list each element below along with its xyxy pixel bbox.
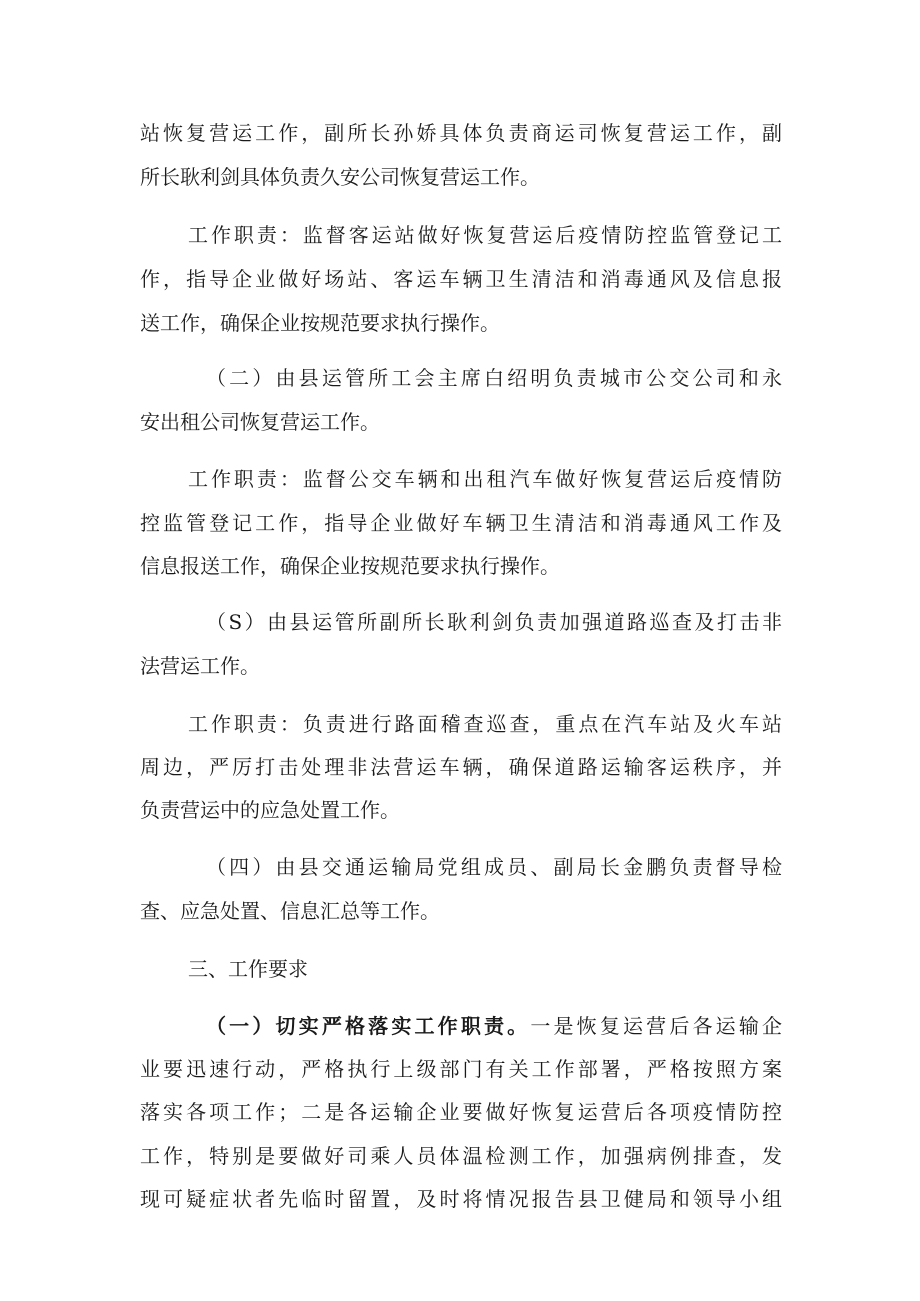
paragraph-line: 安出租公司恢复营运工作。 bbox=[140, 410, 380, 434]
section-heading: 三、工作要求 bbox=[188, 957, 308, 981]
paragraph-line: 送工作，确保企业按规范要求执行操作。 bbox=[140, 311, 500, 335]
paragraph-line: 所长耿利剑具体负责久安公司恢复营运工作。 bbox=[140, 165, 540, 189]
paragraph-line: 控监管登记工作，指导企业做好车辆卫生清洁和消毒通风工作及 bbox=[140, 511, 782, 535]
paragraph-line: 查、应急处置、信息汇总等工作。 bbox=[140, 899, 440, 923]
paragraph-line: 作，指导企业做好场站、客运车辆卫生清洁和消毒通风及信息报 bbox=[140, 267, 782, 291]
paragraph-line: （四）由县交通运输局党组成员、副局长金鹏负责督导检 bbox=[206, 855, 782, 879]
paragraph-line: （二）由县运管所工会主席白绍明负责城市公交公司和永 bbox=[206, 366, 782, 390]
paragraph-line: 信息报送工作，确保企业按规范要求执行操作。 bbox=[140, 554, 560, 578]
paragraph-line: （S）由县运管所副所长耿利剑负责加强道路巡查及打击非 bbox=[206, 610, 782, 634]
paragraph-line: 落实各项工作；二是各运输企业要做好恢复运营后各项疫情防控 bbox=[140, 1100, 782, 1124]
paragraph-line: 工作，特别是要做好司乘人员体温检测工作，加强病例排查，发 bbox=[140, 1144, 782, 1168]
paragraph-line: 站恢复营运工作，副所长孙娇具体负责商运司恢复营运工作，副 bbox=[140, 121, 782, 145]
paragraph-line: 负责营运中的应急处置工作。 bbox=[140, 798, 400, 822]
paragraph-line: 现可疑症状者先临时留置，及时将情况报告县卫健局和领导小组 bbox=[140, 1187, 782, 1211]
paragraph-line-rest: 一是恢复运营后各运输企 bbox=[530, 1014, 782, 1038]
paragraph-line: 业要迅速行动，严格执行上级部门有关工作部署，严格按照方案 bbox=[140, 1057, 782, 1081]
paragraph-line: 工作职责：负责进行路面稽查巡查，重点在汽车站及火车站 bbox=[188, 712, 782, 736]
paragraph-line: 法营运工作。 bbox=[140, 654, 260, 678]
paragraph-line: 工作职责：监督公交车辆和出租汽车做好恢复营运后疫情防 bbox=[188, 467, 782, 491]
paragraph-line: 周边，严厉打击处理非法营运车辆，确保道路运输客运秩序，并 bbox=[140, 755, 782, 779]
bold-lead-text: （一）切实严格落实工作职责。 bbox=[206, 1014, 531, 1038]
paragraph-line bbox=[206, 1011, 782, 1041]
paragraph-line: 工作职责：监督客运站做好恢复营运后疫情防控监管登记工 bbox=[188, 223, 782, 247]
